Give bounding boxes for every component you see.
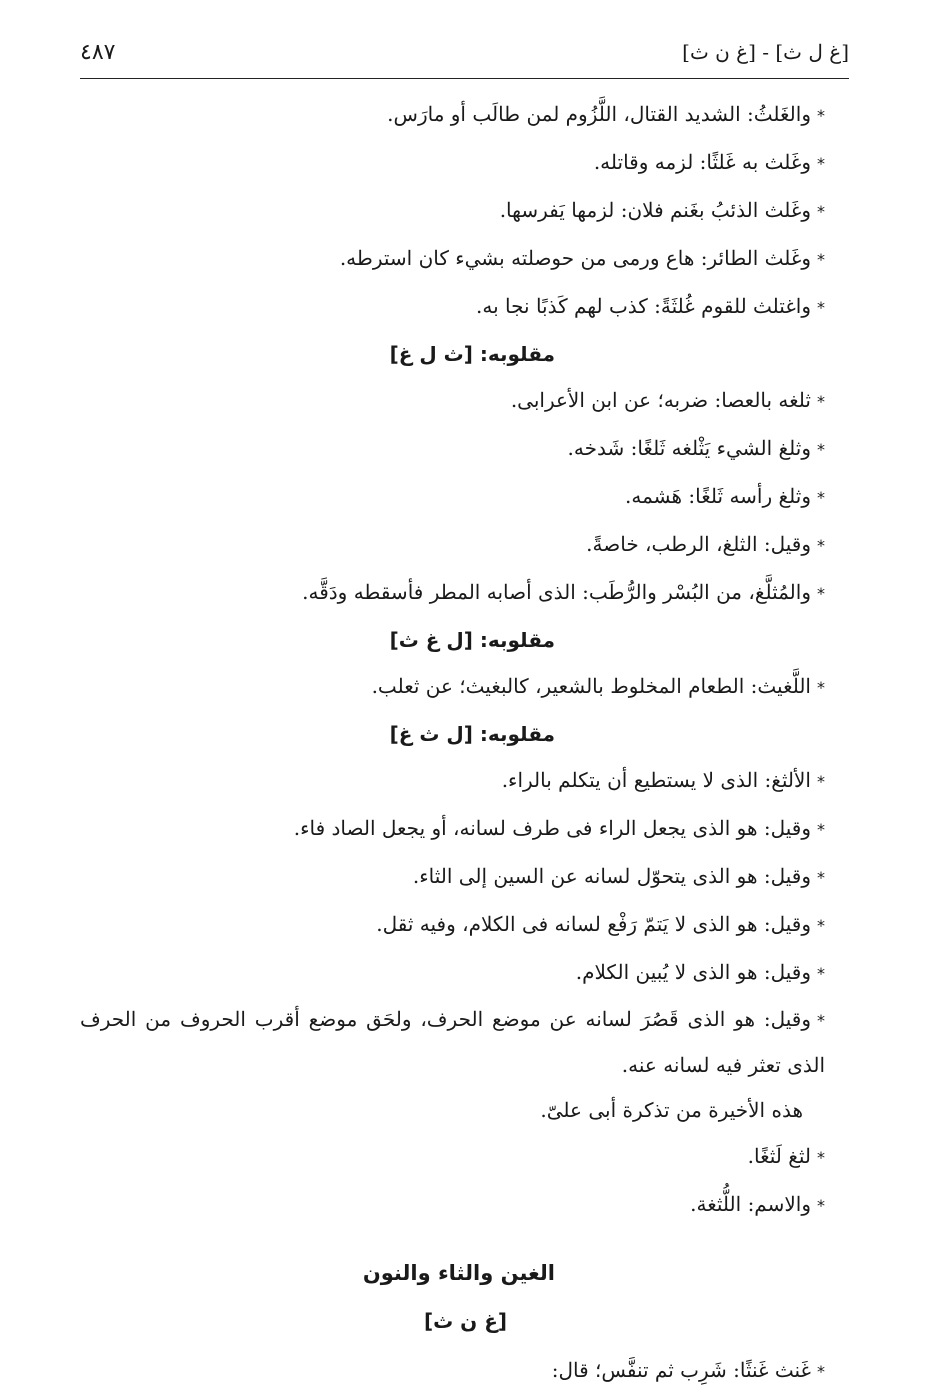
entry-marker: * xyxy=(817,1011,825,1030)
entry-marker: * xyxy=(817,392,825,411)
dictionary-entry xyxy=(80,853,825,901)
entry-text: وغَلث به غَلثًا: لزمه وقاتله. xyxy=(593,150,811,174)
entry-text: وغَلث الطائر: هاع ورمى من حوصلته بشيء كان استرطه. xyxy=(339,246,811,270)
dictionary-entry xyxy=(80,473,825,521)
dictionary-entry xyxy=(80,139,825,187)
inverted-root-heading: مقلوبه: [ل غ ث] xyxy=(389,628,555,652)
dictionary-entry xyxy=(80,1133,825,1181)
entry-marker: * xyxy=(817,1196,825,1215)
page-number: ٤٨٧ xyxy=(80,40,116,65)
entry-text: وقيل: الثلغ، الرطب، خاصةً. xyxy=(586,532,811,556)
entry-text: وثلغ الشيء يَثْلغه ثَلغًا: شَدخه. xyxy=(567,436,811,460)
entry-text: وقيل: هو الذى لا يَتمّ رَفْع لسانه فى الكلام، وفيه ثقل. xyxy=(376,912,811,936)
dictionary-entry xyxy=(80,91,825,139)
entry-text: لثغ لَثغًا. xyxy=(747,1144,811,1168)
dictionary-entry xyxy=(80,569,825,617)
entry-marker: * xyxy=(817,106,825,125)
dictionary-entry xyxy=(80,235,825,283)
entry-marker: * xyxy=(817,916,825,935)
dictionary-entry xyxy=(80,901,825,949)
page-header xyxy=(80,38,849,79)
dictionary-entry xyxy=(80,187,825,235)
entry-text: وقيل: هو الذى يتحوّل لسانه عن السين إلى الثاء. xyxy=(412,864,811,888)
entry-marker: * xyxy=(817,1148,825,1167)
dictionary-entry xyxy=(80,997,825,1087)
inverted-root-heading: مقلوبه: [ث ل غ] xyxy=(389,342,555,366)
entry-text: والمُثلَّغ، من البُسْر والرُّطَب: الذى أصابه المطر فأسقطه ودَقَّه. xyxy=(302,580,811,604)
entry-marker: * xyxy=(817,202,825,221)
dictionary-entry xyxy=(80,377,825,425)
dictionary-entry xyxy=(80,1347,825,1395)
entry-text: وقيل: هو الذى قَصُرَ لسانه عن موضع الحرف، ولحَق موضع أقرب الحروف من الحرف الذى تعثر فيه لسانه عنه. xyxy=(80,1007,825,1077)
entry-text: الألثغ: الذى لا يستطيع أن يتكلم بالراء. xyxy=(501,768,811,792)
entry-marker: * xyxy=(817,964,825,983)
entry-marker: * xyxy=(817,488,825,507)
entry-marker: * xyxy=(817,536,825,555)
entry-marker: * xyxy=(817,250,825,269)
dictionary-entry xyxy=(80,283,825,331)
dictionary-entry xyxy=(80,425,825,473)
entry-marker: * xyxy=(817,1362,825,1381)
inverted-root-heading: مقلوبه: [ل ث غ] xyxy=(389,722,555,746)
section-title: الغين والثاء والنون xyxy=(362,1261,555,1285)
section-root-heading: [غ ن ث] xyxy=(423,1309,507,1333)
entry-text: وقيل: هو الذى لا يُبين الكلام. xyxy=(575,960,811,984)
running-head: [غ ل ث] - [غ ن ث] xyxy=(682,40,849,64)
dictionary-entry xyxy=(80,521,825,569)
entry-text: واغتلث للقوم غُلثَةً: كذب لهم كَذبًا نجا به. xyxy=(476,294,811,318)
entries-body xyxy=(80,91,825,1395)
entry-text: والغَلثُ: الشديد القتال، اللَّزُوم لمن طالَب أو مارَس. xyxy=(387,102,811,126)
entry-text: وثلغ رأسه ثَلغًا: هَشمه. xyxy=(625,484,811,508)
entry-text: وغَلث الذئبُ بغَنم فلان: لزمها يَفرسها. xyxy=(499,198,811,222)
entry-marker: * xyxy=(817,440,825,459)
entry-text: ثلغه بالعصا: ضربه؛ عن ابن الأعرابى. xyxy=(510,388,811,412)
entry-text: اللَّغيث: الطعام المخلوط بالشعير، كالبغيث؛ عن ثعلب. xyxy=(371,674,811,698)
dictionary-entry xyxy=(80,949,825,997)
entry-text: غَنث غَنثًا: شَرِب ثم تنفَّس؛ قال: xyxy=(551,1358,811,1382)
entry-text: والاسم: اللُّثغة. xyxy=(690,1192,811,1216)
dictionary-entry xyxy=(80,805,825,853)
source-note: هذه الأخيرة من تذكرة أبى علىّ. xyxy=(540,1098,803,1122)
entry-marker: * xyxy=(817,584,825,603)
dictionary-entry xyxy=(80,757,825,805)
entry-text: وقيل: هو الذى يجعل الراء فى طرف لسانه، أو يجعل الصاد فاء. xyxy=(293,816,811,840)
entry-marker: * xyxy=(817,772,825,791)
entry-marker: * xyxy=(817,868,825,887)
dictionary-entry xyxy=(80,1181,825,1229)
entry-marker: * xyxy=(817,298,825,317)
entry-marker: * xyxy=(817,154,825,173)
dictionary-entry xyxy=(80,663,825,711)
entry-marker: * xyxy=(817,678,825,697)
entry-marker: * xyxy=(817,820,825,839)
